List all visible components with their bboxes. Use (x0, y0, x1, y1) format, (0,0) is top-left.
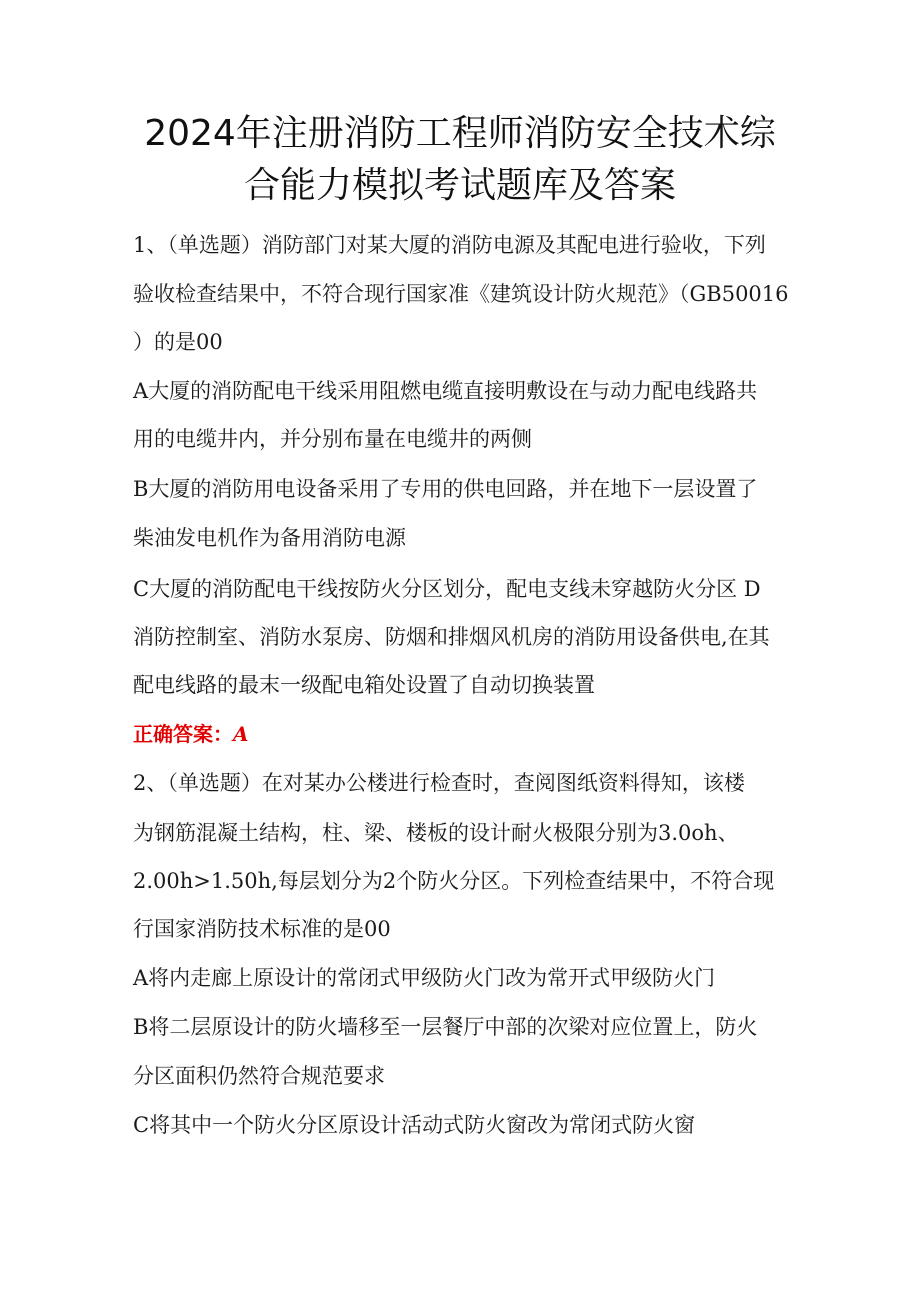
question-1-answer (133, 719, 249, 749)
question-2-option-a: A将内走廊上原设计的常闭式甲级防火门改为常开式甲级防火门 (133, 966, 716, 990)
question-1-option-c-d: 消防控制室、消防水泵房、防烟和排烟风机房的消防用设备供电,在其 (133, 625, 770, 649)
question-2-option-b: 分区面积仍然符合规范要求 (133, 1064, 385, 1088)
question-2-option-c: C将其中一个防火分区原设计活动式防火窗改为常闭式防火窗 (133, 1113, 696, 1137)
question-1-option-c-d: 配电线路的最末一级配电箱处设置了自动切换装置 (133, 673, 595, 697)
question-1-stem-line: 1、（单选题）消防部门对某大厦的消防电源及其配电进行验收，下列 (133, 233, 766, 257)
question-1-option-b: 柴油发电机作为备用消防电源 (133, 526, 406, 550)
question-2-option-b: B将二层原设计的防火墙移至一层餐厅中部的次梁对应位置上，防火 (133, 1015, 758, 1039)
answer-value: A (233, 722, 249, 746)
title-line-2: 合能力模拟考试题库及答案 (243, 165, 676, 206)
question-1-option-a: 用的电缆井内，并分别布量在电缆井的两侧 (133, 427, 532, 451)
question-1-stem-line: 验收检查结果中，不符合现行国家准《建筑设计防火规范》（GB50016 (133, 282, 789, 306)
answer-label: 正确答案： (133, 722, 233, 746)
question-1-option-c-d: C大厦的消防配电干线按防火分区划分，配电支线未穿越防火分区 D (133, 577, 761, 601)
question-1-stem-line: ）的是00 (133, 330, 223, 354)
question-1-option-a: A大厦的消防配电干线采用阻燃电缆直接明敷设在与动力配电线路共 (133, 379, 758, 403)
question-2-stem-line: 为钢筋混凝土结构，柱、梁、楼板的设计耐火极限分别为3.0oh、 (133, 821, 739, 845)
document-title (100, 108, 820, 212)
question-2-stem-line: 2、（单选题）在对某办公楼进行检查时，查阅图纸资料得知，该楼 (133, 771, 745, 795)
question-1-option-b: B大厦的消防用电设备采用了专用的供电回路，并在地下一层设置了 (133, 477, 758, 501)
question-2-stem-line: 2.00h>1.50h,每层划分为2个防火分区。下列检查结果中，不符合现 (133, 869, 775, 893)
question-2-stem-line: 行国家消防技术标准的是00 (133, 917, 391, 941)
title-line-1: 2024年注册消防工程师消防安全技术综 (144, 113, 776, 154)
